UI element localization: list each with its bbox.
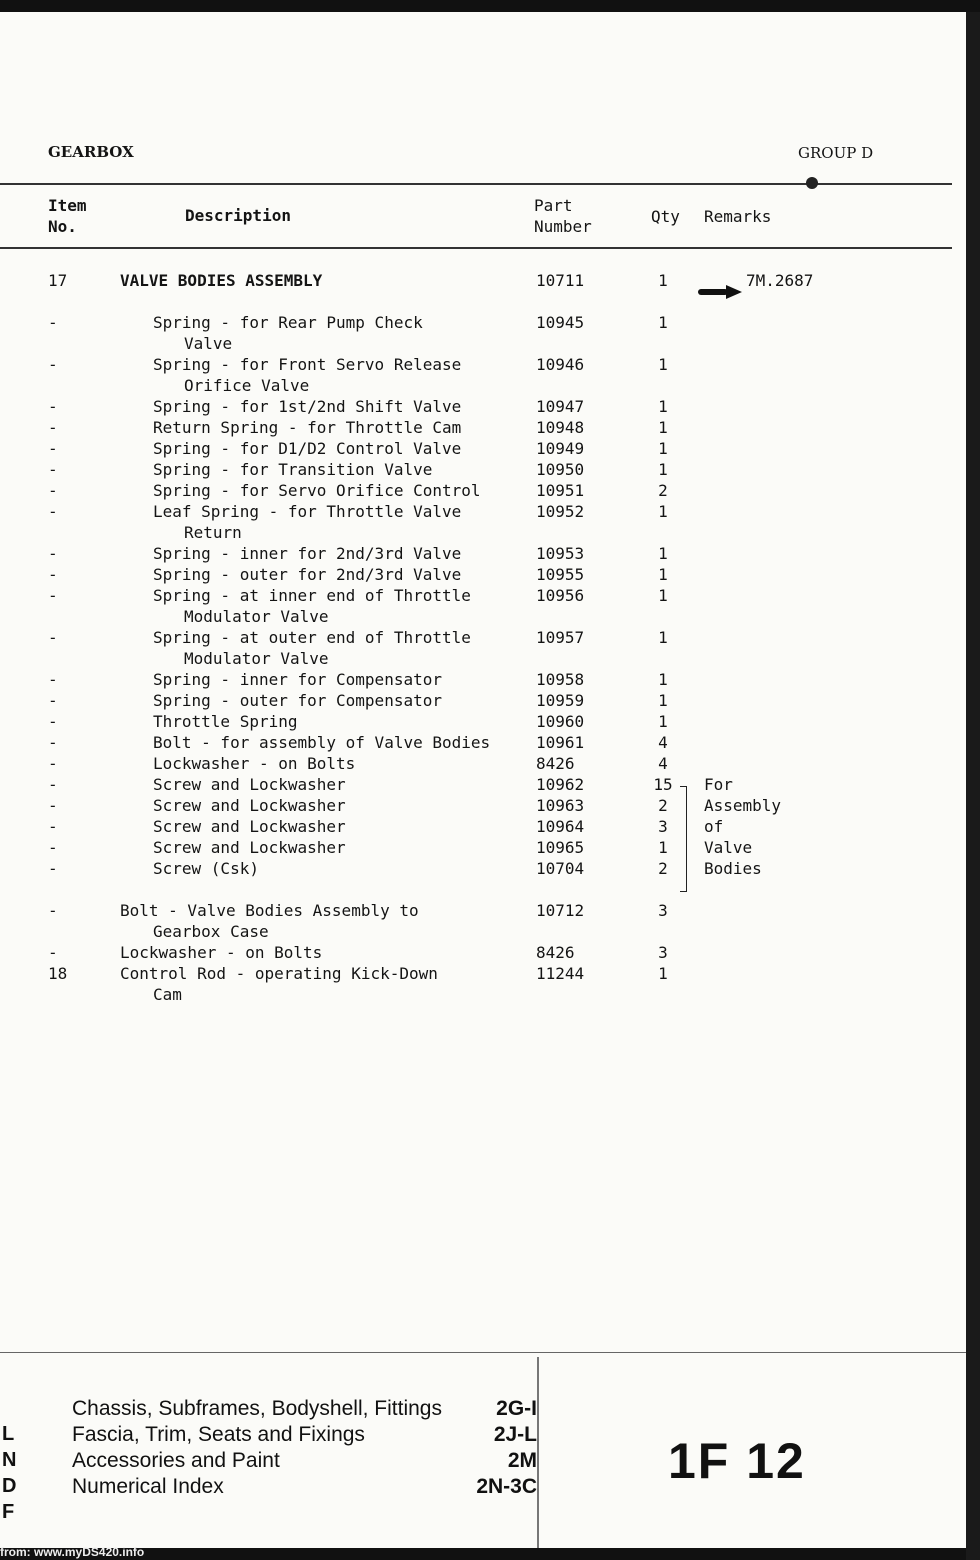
table-row: [0, 669, 966, 690]
part-description: Bolt - Valve Bodies Assembly to: [120, 901, 419, 920]
quantity: 2: [658, 796, 668, 815]
item-number: -: [48, 859, 58, 878]
row-spacer: [0, 879, 966, 900]
header-rule: [0, 247, 952, 249]
part-number: 10959: [536, 691, 585, 710]
part-description: Spring - inner for 2nd/3rd Valve: [153, 544, 462, 563]
part-number: 10949: [536, 439, 585, 458]
margin-letter: N: [2, 1449, 17, 1471]
quantity: 1: [658, 439, 668, 458]
item-number: -: [48, 838, 58, 857]
part-description: Lockwasher - on Bolts: [120, 943, 323, 962]
part-number: 10948: [536, 418, 585, 437]
item-number: -: [48, 586, 58, 605]
item-number: -: [48, 439, 58, 458]
quantity: 1: [658, 397, 668, 416]
part-description: Spring - outer for 2nd/3rd Valve: [153, 565, 462, 584]
quantity: 1: [658, 565, 668, 584]
part-description: Spring - for Rear Pump Check: [153, 313, 423, 332]
table-row: [0, 585, 966, 606]
part-number: 8426: [536, 943, 575, 962]
part-number: 10711: [536, 271, 585, 290]
remark: For: [704, 775, 733, 794]
table-row: [0, 774, 966, 795]
item-number: 17: [48, 271, 68, 290]
table-row: [0, 417, 966, 438]
table-row: [0, 312, 966, 333]
part-description: Spring - inner for Compensator: [153, 670, 442, 689]
part-number: 10958: [536, 670, 585, 689]
table-row: [0, 270, 966, 291]
column-header-description: Description: [185, 206, 291, 225]
margin-letter: F: [2, 1501, 15, 1523]
quantity: 1: [658, 670, 668, 689]
group-label: GROUP D: [798, 144, 874, 162]
part-description: Lockwasher - on Bolts: [153, 754, 356, 773]
item-number: 18: [48, 964, 68, 983]
part-description: Orifice Valve: [184, 376, 310, 395]
column-header-qty: Qty: [651, 207, 680, 226]
item-number: -: [48, 418, 58, 437]
remark: 7M.2687: [746, 271, 814, 290]
part-description: Screw and Lockwasher: [153, 796, 346, 815]
part-description: Leaf Spring - for Throttle Valve: [153, 502, 462, 521]
part-number: 10950: [536, 460, 585, 479]
table-row: [0, 858, 966, 879]
remarks-bracket: [680, 786, 687, 892]
quantity: 3: [658, 817, 668, 836]
quantity: 1: [658, 271, 668, 290]
part-number: 10952: [536, 502, 585, 521]
table-row: [0, 900, 966, 921]
footer-divider: [537, 1357, 539, 1548]
index-entry: Accessories and Paint 2M: [72, 1449, 537, 1472]
part-description: Modulator Valve: [184, 649, 329, 668]
table-row: [0, 396, 966, 417]
part-description: Cam: [153, 985, 182, 1004]
item-number: -: [48, 565, 58, 584]
table-row: [0, 732, 966, 753]
item-number: -: [48, 355, 58, 374]
item-number: -: [48, 628, 58, 647]
arrow-right-icon: [698, 285, 744, 299]
index-entry: Fascia, Trim, Seats and Fixings 2J-L: [72, 1423, 537, 1446]
part-number: 10964: [536, 817, 585, 836]
quantity: 3: [658, 901, 668, 920]
item-number: -: [48, 544, 58, 563]
part-description: Spring - for Transition Valve: [153, 460, 433, 479]
part-number: 10946: [536, 355, 585, 374]
quantity: 1: [658, 460, 668, 479]
table-row: [0, 942, 966, 963]
quantity: 1: [658, 964, 668, 983]
item-number: -: [48, 670, 58, 689]
part-number: 10956: [536, 586, 585, 605]
quantity: 1: [658, 586, 668, 605]
remark: Valve: [704, 838, 753, 857]
table-row: [0, 480, 966, 501]
part-number: 10947: [536, 397, 585, 416]
table-row: [0, 354, 966, 375]
column-header-item: Item No.: [48, 196, 87, 236]
part-number: 11244: [536, 964, 585, 983]
part-description: Spring - at inner end of Throttle: [153, 586, 471, 605]
part-description: Spring - for D1/D2 Control Valve: [153, 439, 462, 458]
remark: Bodies: [704, 859, 762, 878]
table-row: [0, 438, 966, 459]
fiche-code: 1F 12: [668, 1433, 806, 1489]
quantity: 1: [658, 418, 668, 437]
table-row: [0, 375, 966, 396]
part-number: 10965: [536, 838, 585, 857]
column-header-part-number: Part Number: [534, 196, 592, 236]
part-number: 10961: [536, 733, 585, 752]
remark: Assembly: [704, 796, 782, 815]
part-description: Spring - for 1st/2nd Shift Valve: [153, 397, 462, 416]
part-description: Spring - at outer end of Throttle: [153, 628, 471, 647]
index-entry: Chassis, Subframes, Bodyshell, Fittings 2G-I: [72, 1397, 537, 1420]
table-row: [0, 564, 966, 585]
scan-edge: [966, 12, 980, 1560]
quantity: 1: [658, 502, 668, 521]
part-description: Screw and Lockwasher: [153, 817, 346, 836]
quantity: 1: [658, 691, 668, 710]
quantity: 1: [658, 712, 668, 731]
quantity: 15: [653, 775, 673, 794]
table-row: [0, 837, 966, 858]
table-row: [0, 690, 966, 711]
table-row: [0, 816, 966, 837]
quantity: 2: [658, 481, 668, 500]
table-row: [0, 711, 966, 732]
fiche-footer: [0, 1352, 966, 1548]
part-description: VALVE BODIES ASSEMBLY: [120, 271, 323, 290]
table-row: [0, 795, 966, 816]
part-number: 10704: [536, 859, 585, 878]
table-row: [0, 501, 966, 522]
part-description: Spring - outer for Compensator: [153, 691, 442, 710]
table-row: [0, 627, 966, 648]
part-description: Screw and Lockwasher: [153, 838, 346, 857]
part-number: 10957: [536, 628, 585, 647]
part-description: Screw (Csk): [153, 859, 259, 878]
item-number: -: [48, 502, 58, 521]
part-description: Control Rod - operating Kick-Down: [120, 964, 438, 983]
table-row: [0, 543, 966, 564]
item-number: -: [48, 733, 58, 752]
item-number: -: [48, 460, 58, 479]
part-number: 10955: [536, 565, 585, 584]
quantity: 3: [658, 943, 668, 962]
part-number: 10960: [536, 712, 585, 731]
section-title: GEARBOX: [48, 143, 134, 161]
catalogue-page: [0, 12, 966, 1548]
item-number: -: [48, 712, 58, 731]
table-row: [0, 984, 966, 1005]
quantity: 1: [658, 838, 668, 857]
item-number: -: [48, 943, 58, 962]
part-number: 10953: [536, 544, 585, 563]
table-row: [0, 606, 966, 627]
item-number: -: [48, 481, 58, 500]
item-number: -: [48, 796, 58, 815]
table-row: [0, 333, 966, 354]
part-description: Bolt - for assembly of Valve Bodies: [153, 733, 491, 752]
row-spacer: [0, 291, 966, 312]
part-number: 10951: [536, 481, 585, 500]
item-number: -: [48, 775, 58, 794]
margin-letter: L: [2, 1423, 15, 1445]
item-number: -: [48, 691, 58, 710]
source-note: from: www.myDS420.info: [0, 1545, 145, 1559]
parts-table: [0, 270, 966, 1005]
item-number: -: [48, 313, 58, 332]
part-description: Throttle Spring: [153, 712, 298, 731]
table-row: [0, 648, 966, 669]
part-description: Spring - for Servo Orifice Control: [153, 481, 481, 500]
part-number: 8426: [536, 754, 575, 773]
part-description: Valve: [184, 334, 233, 353]
table-row: [0, 753, 966, 774]
table-row: [0, 963, 966, 984]
part-number: 10963: [536, 796, 585, 815]
quantity: 1: [658, 313, 668, 332]
margin-letter: D: [2, 1475, 17, 1497]
index-entry: Numerical Index 2N-3C: [72, 1475, 537, 1498]
item-number: -: [48, 397, 58, 416]
item-number: -: [48, 817, 58, 836]
part-description: Spring - for Front Servo Release: [153, 355, 462, 374]
part-description: Modulator Valve: [184, 607, 329, 626]
part-number: 10945: [536, 313, 585, 332]
part-number: 10712: [536, 901, 585, 920]
table-row: [0, 522, 966, 543]
quantity: 2: [658, 859, 668, 878]
rule-marker: [806, 177, 818, 189]
column-header-remarks: Remarks: [704, 207, 772, 226]
quantity: 1: [658, 628, 668, 647]
part-description: Return Spring - for Throttle Cam: [153, 418, 462, 437]
remark: of: [704, 817, 724, 836]
item-number: -: [48, 754, 58, 773]
quantity: 4: [658, 754, 668, 773]
part-description: Return: [184, 523, 242, 542]
part-description: Screw and Lockwasher: [153, 775, 346, 794]
table-row: [0, 921, 966, 942]
table-row: [0, 459, 966, 480]
part-description: Gearbox Case: [153, 922, 269, 941]
quantity: 4: [658, 733, 668, 752]
quantity: 1: [658, 544, 668, 563]
part-number: 10962: [536, 775, 585, 794]
quantity: 1: [658, 355, 668, 374]
item-number: -: [48, 901, 58, 920]
